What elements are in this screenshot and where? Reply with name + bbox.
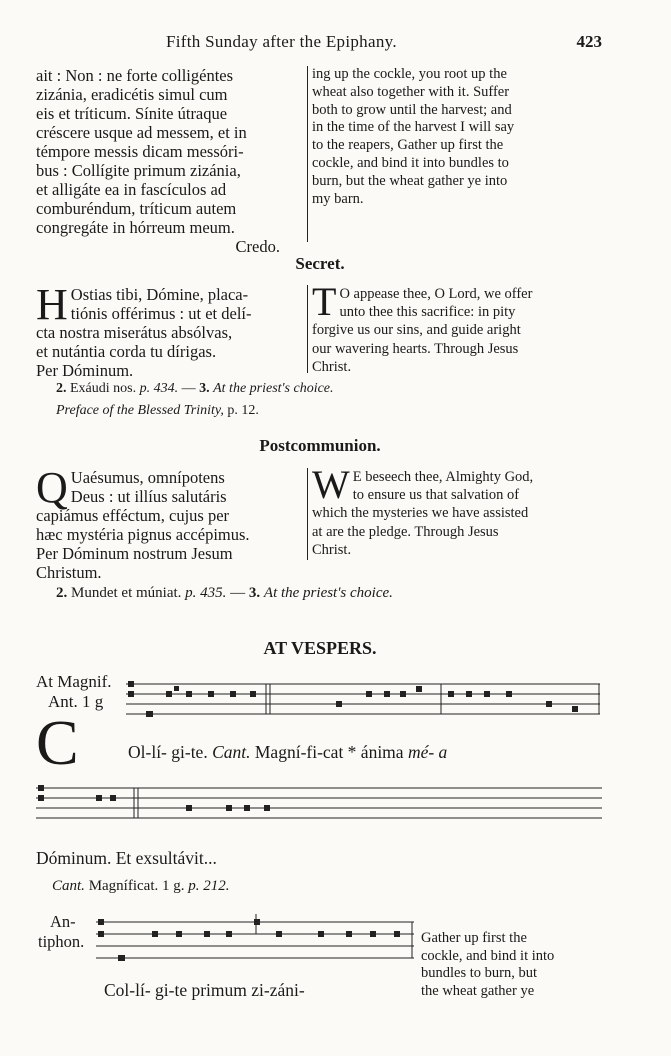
note-number: 3. (248, 585, 261, 601)
gospel-english (312, 66, 602, 208)
drop-cap: W (312, 462, 350, 507)
postcommunion-heading: Postcommunion. (259, 436, 381, 455)
latin-line: et alligáte ea in fascículos ad (36, 180, 227, 199)
chant-line-2: Dóminum. Et exsultávit... (36, 848, 217, 868)
latin-line: Deus : ut illíus salutáris (70, 487, 227, 506)
latin-line: ait : Non : ne forte colligéntes (36, 66, 234, 85)
lyric-text: mé- a (407, 742, 448, 762)
english-line: both to grow until the harvest; and (312, 101, 512, 118)
latin-line: hæc mystéria pignus accépimus. (36, 525, 250, 544)
latin-line: comburéndum, tríticum autem (36, 199, 237, 218)
column-divider (307, 66, 308, 242)
drop-cap: H (36, 280, 68, 329)
note-number: 2. (56, 381, 67, 396)
english-line: Gather up first the (421, 930, 527, 946)
lyric-text: Magní-fi-cat * ánima (254, 742, 404, 762)
english-line: ing up the cockle, you root up the (312, 66, 507, 82)
cant-page-ref: p. 212. (188, 878, 230, 894)
antiphon-english (421, 930, 597, 1000)
english-line: cockle, and bind it into (421, 947, 555, 964)
secret-english (312, 279, 602, 376)
postcommunion-note (56, 585, 393, 602)
english-line: bundles to burn, but (421, 965, 537, 982)
latin-line: zizánia, eradicétis simul cum (36, 85, 228, 104)
note-number: 3. (199, 381, 210, 396)
chant-staff-3 (96, 912, 416, 972)
latin-line: cta nostra miserátus absólvas, (36, 323, 233, 342)
english-line: in the time of the harvest I will say (312, 119, 515, 136)
cant-text: Magníficat. 1 g. (88, 878, 185, 894)
latin-line: bus : Collígite primum zizánia, (36, 161, 241, 180)
column-divider (307, 468, 308, 560)
antiphon-label (38, 912, 85, 952)
gospel-latin (36, 66, 304, 256)
label-line: Ant. 1 g (48, 692, 104, 711)
gospel-continuation (36, 66, 604, 256)
note-number: 2. (56, 585, 68, 601)
english-line: Christ. (312, 541, 352, 558)
english-line: E beseech thee, Almighty God, (352, 469, 534, 485)
note-text: Exáudi nos. (70, 381, 137, 396)
latin-line: eis et tríticum. Sínite útraque (36, 104, 228, 123)
english-line: O appease thee, O Lord, we offer (339, 286, 533, 302)
credo-rubric: Credo. (235, 237, 280, 256)
english-line: forgive us our sins, and guide aright (312, 322, 521, 339)
chant-staff-1 (126, 676, 600, 724)
note-text: At the priest's choice. (213, 381, 334, 396)
secret-latin (36, 280, 304, 380)
note-text: Mundet et múniat. (71, 585, 182, 601)
latin-line: Per Dóminum nostrum Jesum (36, 544, 233, 563)
cant-label: Cant. (52, 878, 85, 894)
preface-note (56, 403, 259, 419)
chant-lyrics-1 (128, 742, 447, 763)
english-line: which the mysteries we have assisted (312, 505, 529, 522)
english-line: burn, but the wheat gather ye into (312, 172, 508, 189)
note-page-ref: p. 435. (185, 585, 227, 601)
label-line: At Magnif. (36, 672, 112, 691)
english-line: wheat also together with it. Suffer (312, 83, 510, 100)
label-line: tiphon. (38, 932, 85, 951)
secret-section (36, 279, 604, 380)
note-page-ref: p. 434. (139, 381, 179, 396)
postcommunion-latin (36, 463, 304, 582)
antiphon-lyrics: Col-lí- gi-te primum zi-záni- (104, 980, 305, 1000)
latin-line: et nutántia corda tu dírigas. (36, 342, 217, 361)
latin-line: Christum. (36, 563, 102, 582)
english-line: Christ. (312, 358, 352, 375)
latin-line: capiámus efféctum, cujus per (36, 506, 230, 525)
latin-line: Uaésumus, omnípotens (70, 468, 225, 487)
label-line: An- (50, 912, 76, 931)
english-line: the wheat gather ye (421, 982, 535, 999)
chant-staff-2 (36, 780, 602, 830)
latin-line: témpore messis dicam messóri- (36, 142, 244, 161)
english-line: unto thee this sacrifice: in pity (339, 304, 516, 321)
magnificat-antiphon-label (36, 672, 112, 712)
latin-line: Ostias tibi, Dómine, placa- (70, 285, 249, 304)
lyric-cant: Cant. (212, 742, 251, 762)
preface-text: Preface of the Blessed Trinity, (56, 403, 224, 418)
english-line: our wavering hearts. Through Jesus (312, 340, 519, 357)
lyric-text: Ol-lí- gi-te. (128, 742, 208, 762)
english-line: cockle, and bind it into bundles to (312, 154, 509, 171)
english-line: to ensure us that salvation of (352, 487, 520, 504)
note-dash: — (181, 381, 196, 396)
preface-page-ref: p. 12. (227, 403, 259, 418)
chant-initial: C (36, 707, 79, 778)
column-divider (307, 285, 308, 373)
note-text: At the priest's choice. (263, 585, 393, 601)
vespers-title: AT VESPERS. (263, 638, 377, 658)
secret-heading: Secret. (295, 254, 345, 273)
english-line: my barn. (312, 190, 364, 207)
latin-line: créscere usque ad messem, et in (36, 123, 247, 142)
page-header (36, 32, 602, 54)
latin-line: congregáte in hórreum meum. (36, 218, 235, 237)
postcommunion-english (312, 462, 602, 559)
secret-note-commemorations (56, 381, 334, 397)
drop-cap: Q (36, 463, 68, 512)
canticle-rubric (52, 878, 230, 895)
note-dash: — (230, 585, 246, 601)
postcommunion-section (36, 462, 604, 582)
latin-line: tiónis offérimus : ut et delí- (70, 304, 252, 323)
page-number: 423 (576, 32, 602, 51)
english-line: to the reapers, Gather up first the (312, 137, 504, 154)
latin-line: Per Dóminum. (36, 361, 134, 380)
running-title: Fifth Sunday after the Epiphany. (166, 32, 397, 51)
english-line: at are the pledge. Through Jesus (312, 523, 499, 540)
drop-cap: T (312, 279, 337, 324)
